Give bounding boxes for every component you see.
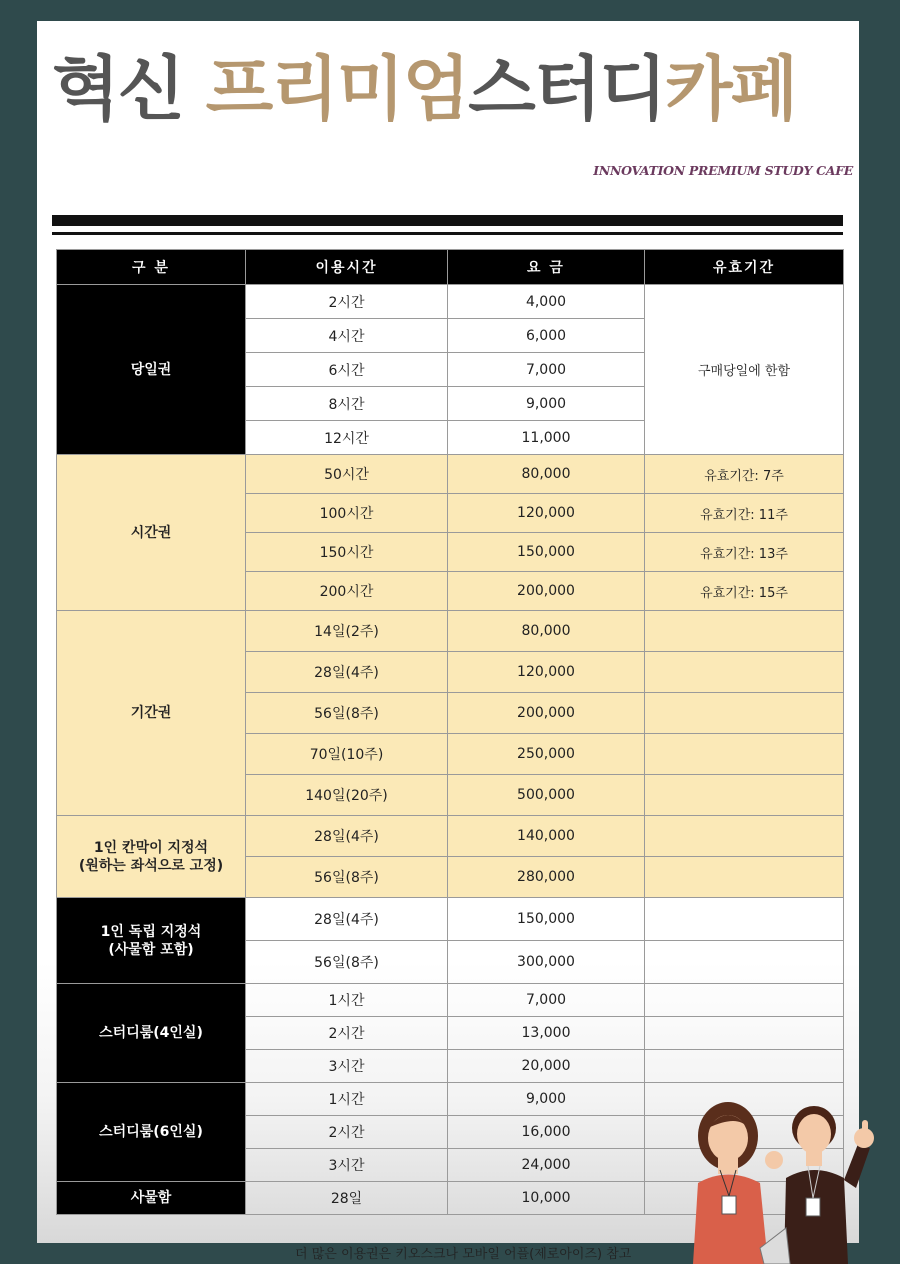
title-part-4: 카페 [664,48,797,130]
category-cell: 1인 칸막이 지정석 (원하는 좌석으로 고정) [57,816,246,898]
duration-cell: 3시간 [246,1149,448,1182]
divider-thick [52,215,843,226]
price-cell: 120,000 [448,652,645,693]
header-validity: 유효기간 [645,250,844,285]
duration-cell: 200시간 [246,572,448,611]
header-category: 구 분 [57,250,246,285]
category-cell: 사물함 [57,1182,246,1215]
price-cell: 300,000 [448,941,645,984]
table-header-row [57,250,844,285]
validity-cell [645,857,844,898]
duration-cell: 1시간 [246,1083,448,1116]
validity-cell [645,898,844,941]
header-duration: 이용시간 [246,250,448,285]
validity-cell: 유효기간: 7주 [645,455,844,494]
duration-cell: 150시간 [246,533,448,572]
table-row [57,611,844,652]
duration-cell: 12시간 [246,421,448,455]
duration-cell: 8시간 [246,387,448,421]
validity-cell: 유효기간: 15주 [645,572,844,611]
duration-cell: 56일(8주) [246,941,448,984]
price-cell: 13,000 [448,1017,645,1050]
category-cell: 스터디룸(4인실) [57,984,246,1083]
table-row [57,816,844,857]
price-cell: 140,000 [448,816,645,857]
validity-cell: 구매당일에 한함 [645,285,844,455]
duration-cell: 4시간 [246,319,448,353]
duration-cell: 2시간 [246,1116,448,1149]
duration-cell: 70일(10주) [246,734,448,775]
price-cell: 150,000 [448,898,645,941]
title-part-1: 혁신 [52,48,206,130]
category-cell: 시간권 [57,455,246,611]
price-cell: 120,000 [448,494,645,533]
price-cell: 11,000 [448,421,645,455]
validity-cell [645,775,844,816]
price-cell: 7,000 [448,984,645,1017]
page-title [52,39,796,139]
price-cell: 80,000 [448,611,645,652]
validity-cell [645,693,844,734]
price-cell: 9,000 [448,387,645,421]
duration-cell: 6시간 [246,353,448,387]
validity-cell [645,611,844,652]
category-cell: 1인 독립 지정석 (사물함 포함) [57,898,246,984]
price-cell: 20,000 [448,1050,645,1083]
duration-cell: 140일(20주) [246,775,448,816]
price-cell: 80,000 [448,455,645,494]
price-cell: 500,000 [448,775,645,816]
duration-cell: 56일(8주) [246,693,448,734]
price-cell: 200,000 [448,693,645,734]
duration-cell: 56일(8주) [246,857,448,898]
validity-cell: 유효기간: 11주 [645,494,844,533]
price-cell: 10,000 [448,1182,645,1215]
category-cell: 기간권 [57,611,246,816]
duration-cell: 100시간 [246,494,448,533]
title-part-3: 스터디 [468,48,665,130]
category-cell: 당일권 [57,285,246,455]
duration-cell: 50시간 [246,455,448,494]
price-cell: 24,000 [448,1149,645,1182]
title-part-2: 프리미엄 [205,48,469,130]
duration-cell: 1시간 [246,984,448,1017]
table-row [57,455,844,494]
validity-cell [645,1050,844,1083]
price-table [56,249,844,1215]
footer-note: 더 많은 이용권은 키오스크나 모바일 어플(제로아이즈) 참고 [295,1247,632,1262]
validity-cell [645,734,844,775]
validity-cell [645,816,844,857]
price-cell: 280,000 [448,857,645,898]
duration-cell: 14일(2주) [246,611,448,652]
validity-cell [645,652,844,693]
table-row [57,285,844,319]
duration-cell: 2시간 [246,1017,448,1050]
price-cell: 16,000 [448,1116,645,1149]
duration-cell: 3시간 [246,1050,448,1083]
duration-cell: 2시간 [246,285,448,319]
duration-cell: 28일 [246,1182,448,1215]
price-cell: 7,000 [448,353,645,387]
price-cell: 6,000 [448,319,645,353]
price-cell: 200,000 [448,572,645,611]
divider-thin [52,232,843,235]
validity-cell [645,1017,844,1050]
price-cell: 4,000 [448,285,645,319]
people-illustration [688,1088,900,1264]
duration-cell: 28일(4주) [246,816,448,857]
price-cell: 9,000 [448,1083,645,1116]
validity-cell [645,941,844,984]
header-price: 요 금 [448,250,645,285]
page-subtitle: INNOVATION PREMIUM STUDY CAFE [593,163,853,178]
duration-cell: 28일(4주) [246,898,448,941]
validity-cell: 유효기간: 13주 [645,533,844,572]
validity-cell [645,984,844,1017]
price-sheet [37,21,859,1262]
table-row [57,984,844,1017]
duration-cell: 28일(4주) [246,652,448,693]
price-cell: 250,000 [448,734,645,775]
table-row [57,898,844,941]
price-cell: 150,000 [448,533,645,572]
category-cell: 스터디룸(6인실) [57,1083,246,1182]
